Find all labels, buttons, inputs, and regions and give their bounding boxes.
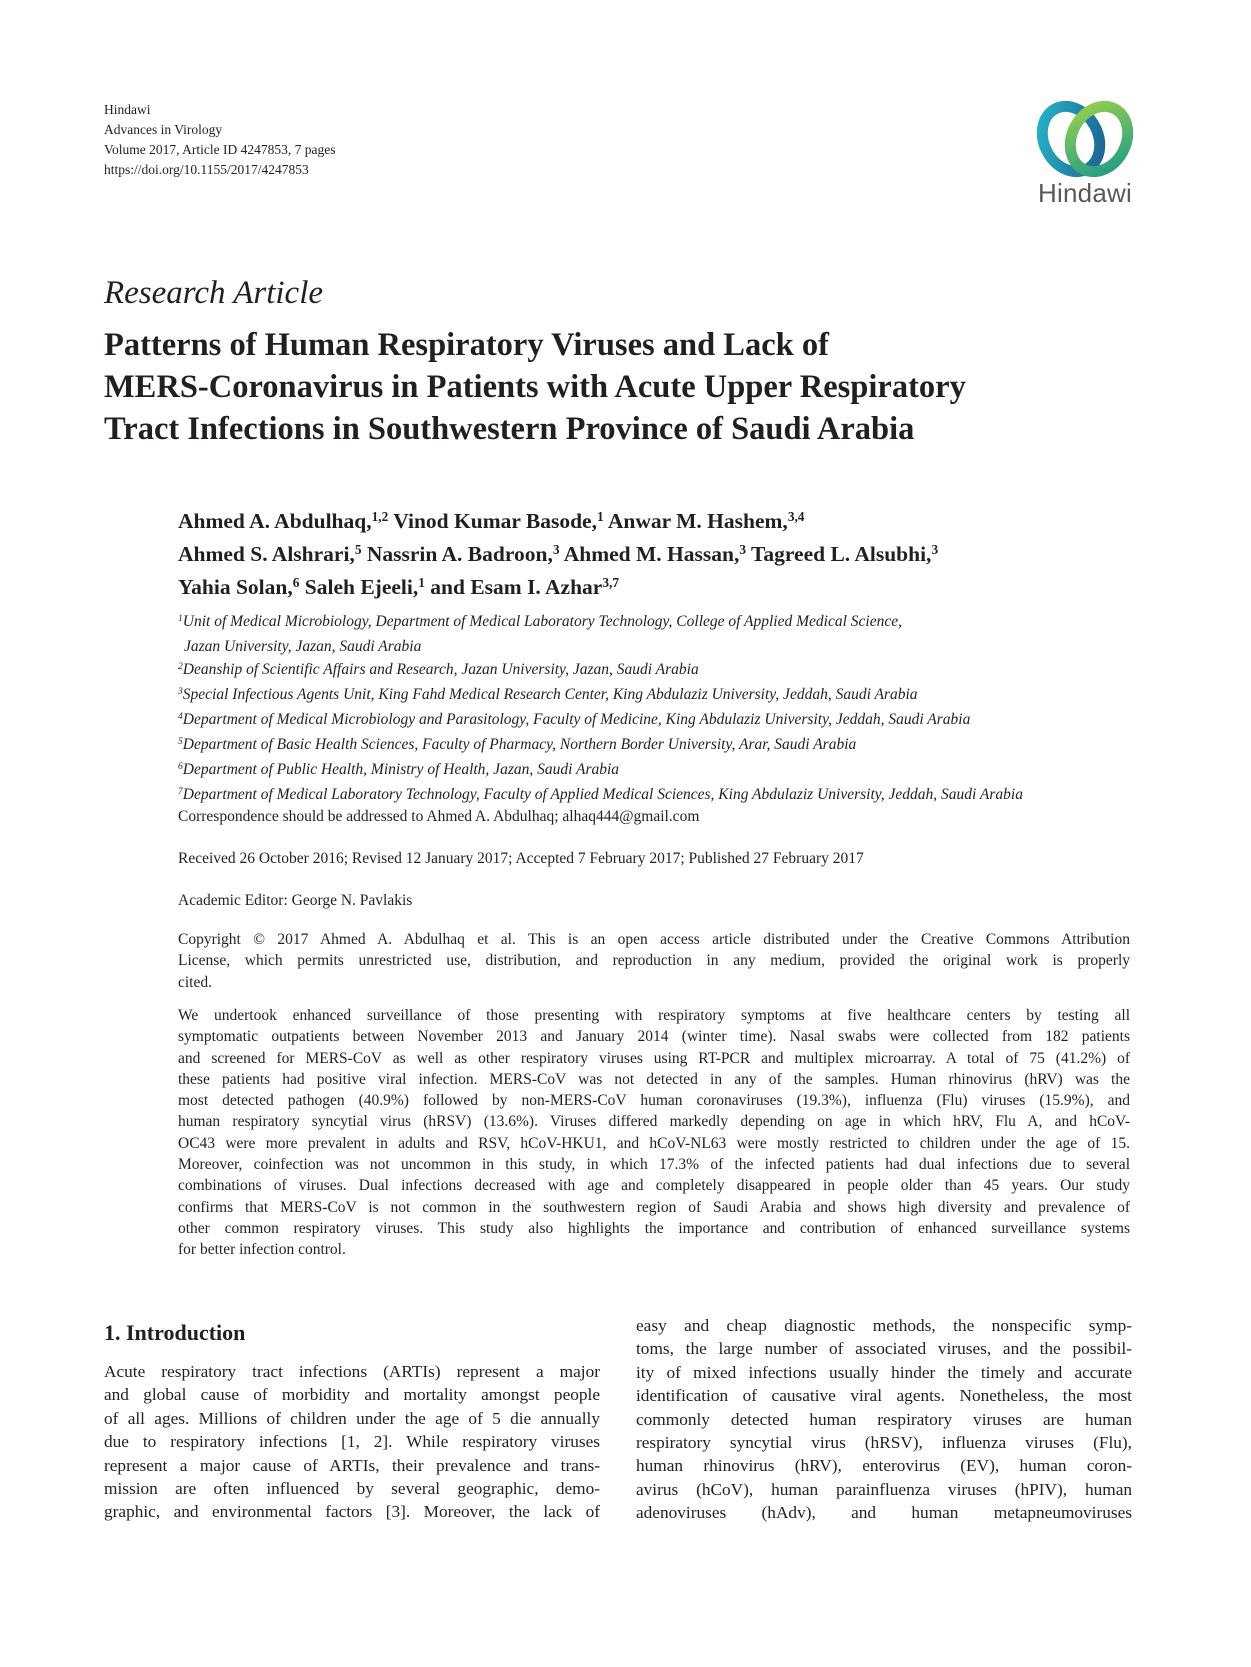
- author-affil-sup: 1: [418, 574, 425, 590]
- hindawi-logo-wordmark: Hindawi: [1038, 178, 1132, 208]
- author-list: [178, 506, 1158, 605]
- body-line: represent a major cause of ARTIs, their prevalence and trans-: [104, 1455, 600, 1475]
- affiliation-text: Deanship of Scientific Affairs and Research, Jazan University, Jazan, Saudi Arabia: [182, 661, 699, 678]
- author-name[interactable]: Anwar M. Hashem,: [607, 509, 788, 533]
- abstract-line: We undertook enhanced surveillance of those presenting with respiratory symptoms at five healthcare centers by testing all: [178, 1007, 1130, 1024]
- affiliation-text: Unit of Medical Microbiology, Department of Medical Laboratory Technology, College of Applied Medical Science,: [182, 613, 902, 630]
- affiliation-item: [178, 783, 1158, 808]
- body-line: mission are often influenced by several geographic, demo-: [104, 1478, 600, 1498]
- doi-link[interactable]: https://doi.org/10.1155/2017/4247853: [104, 162, 309, 177]
- copyright-line: Copyright © 2017 Ahmed A. Abdulhaq et al. This is an open access article distributed under the Creative Commons Attribution: [178, 931, 1130, 948]
- title-line: Patterns of Human Respiratory Viruses and Lack of: [104, 327, 829, 363]
- article-title: [104, 324, 1164, 450]
- publisher-name: Hindawi: [104, 102, 151, 117]
- body-line: avirus (hCoV), human parainfluenza viruses (hPIV), human: [636, 1479, 1132, 1499]
- affiliation-item: [178, 683, 1158, 708]
- journal-meta: [104, 100, 335, 180]
- body-line: due to respiratory infections [1, 2]. While respiratory viruses: [104, 1432, 600, 1452]
- article-type: Research Article: [104, 275, 324, 311]
- abstract-line: confirms that MERS-CoV is not common in the southwestern region of Saudi Arabia and shows high diversity and prevalence of: [178, 1198, 1130, 1216]
- title-line: MERS-Coronavirus in Patients with Acute Upper Respiratory: [104, 369, 966, 405]
- abstract-line: for better infection control.: [178, 1241, 346, 1259]
- affiliation-number: 3: [178, 685, 183, 697]
- affiliation-item: [178, 708, 1158, 733]
- abstract-line: other common respiratory viruses. This study also highlights the importance and contribution of enhanced surveillance systems: [178, 1219, 1130, 1237]
- abstract-line: symptomatic outpatients between November 2013 and January 2014 (winter time). Nasal swabs were collected from 182 patients: [178, 1028, 1130, 1046]
- body-line: respiratory syncytial virus (hRSV), influenza viruses (Flu),: [636, 1432, 1132, 1452]
- author-line: [178, 506, 1158, 539]
- affiliation-number: 1: [178, 612, 183, 624]
- body-line: human rhinovirus (hRV), enterovirus (EV), human coron-: [636, 1456, 1132, 1476]
- affiliation-item: [178, 610, 1158, 635]
- correspondence: Correspondence should be addressed to Ahmed A. Abdulhaq; alhaq444@gmail.com: [178, 808, 700, 825]
- affiliation-item: [178, 758, 1158, 783]
- author-affil-sup: 3: [931, 541, 939, 557]
- body-line: of all ages. Millions of children under the age of 5 die annually: [104, 1408, 600, 1428]
- author-name[interactable]: Saleh Ejeeli,: [304, 575, 419, 599]
- section-heading: 1. Introduction: [104, 1320, 246, 1345]
- body-line: graphic, and environmental factors [3]. Moreover, the lack of: [104, 1502, 600, 1522]
- body-line: easy and cheap diagnostic methods, the nonspecific symp-: [636, 1316, 1132, 1335]
- author-line: [178, 572, 1158, 605]
- author-affil-sup: 3: [552, 541, 560, 557]
- abstract-line: combinations of viruses. Dual infections decreased with age and completely disappeared in people older than 45 years. Our study: [178, 1177, 1130, 1195]
- author-line: [178, 539, 1158, 572]
- abstract-line: OC43 were more prevalent in adults and RSV, hCoV-HKU1, and hCoV-NL63 were mostly restricted to children under the age of 15.: [178, 1134, 1130, 1152]
- abstract-line: most detected pathogen (40.9%) followed by non-MERS-CoV human coronaviruses (19.3%), influenza (Flu) viruses (15.9%), and: [178, 1092, 1130, 1110]
- affiliation-text: Department of Medical Microbiology and Parasitology, Faculty of Medicine, King Abdulaziz University, Jeddah, Saudi Arabia: [182, 711, 971, 728]
- author-name[interactable]: Yahia Solan,: [178, 575, 293, 599]
- author-name[interactable]: Tagreed L. Alsubhi,: [751, 542, 932, 566]
- body-line: Acute respiratory tract infections (ARTIs) represent a major: [104, 1362, 600, 1381]
- abstract: [178, 1005, 1130, 1261]
- intro-column-left: [104, 1360, 600, 1524]
- author-affil-sup: 1: [596, 508, 604, 524]
- author-affil-sup: 3,7: [602, 574, 619, 590]
- author-name[interactable]: and Esam I. Azhar: [430, 575, 603, 599]
- affiliation-item: [178, 658, 1158, 683]
- affiliation-list: [178, 610, 1158, 808]
- affiliation-item: [178, 733, 1158, 758]
- author-affil-sup: 5: [354, 541, 362, 557]
- body-line: identification of causative viral agents. Nonetheless, the most: [636, 1386, 1132, 1406]
- publication-dates: Received 26 October 2016; Revised 12 January 2017; Accepted 7 February 2017; Published 27 February 2017: [178, 850, 864, 867]
- affiliation-number: 4: [178, 710, 183, 722]
- abstract-line: human respiratory syncytial virus (hRSV) (13.6%). Viruses differed markedly depending on age in which hRV, Flu A, and hCoV-: [178, 1113, 1130, 1131]
- abstract-line: these patients had positive viral infection. MERS-CoV was not detected in any of the samples. Human rhinovirus (hRV) was the: [178, 1070, 1130, 1088]
- author-affil-sup: 1,2: [371, 508, 389, 524]
- abstract-line: Moreover, coinfection was not uncommon in this study, in which 17.3% of the infected patients had dual infections due to several: [178, 1156, 1130, 1174]
- author-name[interactable]: Vinod Kumar Basode,: [393, 509, 597, 533]
- body-line: ity of mixed infections usually hinder the timely and accurate: [636, 1362, 1132, 1382]
- journal-name: Advances in Virology: [104, 122, 223, 137]
- copyright-line: License, which permits unrestricted use, distribution, and reproduction in any medium, provided the original work is properly: [178, 952, 1130, 970]
- abstract-line: and screened for MERS-CoV as well as other respiratory viruses using RT-PCR and multiplex microarray. A total of 75 (41.2%) of: [178, 1049, 1130, 1067]
- affiliation-number: 5: [178, 735, 183, 747]
- body-line: toms, the large number of associated viruses, and the possibil-: [636, 1339, 1132, 1359]
- author-affil-sup: 3,4: [787, 508, 805, 524]
- intro-column-right: [636, 1314, 1132, 1525]
- author-affil-sup: 6: [292, 574, 300, 590]
- author-affil-sup: 3: [739, 541, 746, 557]
- copyright-line: cited.: [178, 973, 212, 991]
- copyright-notice: [178, 929, 1130, 993]
- academic-editor: Academic Editor: George N. Pavlakis: [178, 892, 413, 909]
- affiliation-text: Department of Basic Health Sciences, Faculty of Pharmacy, Northern Border University, Arar, Saudi Arabia: [182, 736, 857, 753]
- title-line: Tract Infections in Southwestern Province of Saudi Arabia: [104, 411, 915, 447]
- body-line: adenoviruses (hAdv), and human metapneumoviruses: [636, 1503, 1132, 1523]
- body-line: commonly detected human respiratory viruses are human: [636, 1409, 1132, 1429]
- volume-info: Volume 2017, Article ID 4247853, 7 pages: [104, 142, 336, 157]
- affiliation-text: Special Infectious Agents Unit, King Fahd Medical Research Center, King Abdulaziz University, Jeddah, Saudi Arabia: [182, 686, 918, 703]
- author-name[interactable]: Ahmed M. Hassan,: [563, 542, 740, 566]
- affiliation-number: 2: [178, 660, 183, 672]
- affiliation-number: 7: [178, 785, 183, 797]
- author-name[interactable]: Ahmed A. Abdulhaq,: [178, 509, 372, 533]
- affiliation-text: Department of Public Health, Ministry of Health, Jazan, Saudi Arabia: [182, 761, 620, 778]
- body-line: and global cause of morbidity and mortality amongst people: [104, 1385, 600, 1405]
- author-name[interactable]: Nassrin A. Badroon,: [366, 542, 553, 566]
- affiliation-text: Department of Medical Laboratory Technology, Faculty of Applied Medical Sciences, King Abdulaziz University, Jeddah, Saudi Arabia: [182, 786, 1023, 803]
- author-name[interactable]: Ahmed S. Alshrari,: [178, 542, 355, 566]
- affiliation-continuation: Jazan University, Jazan, Saudi Arabia: [184, 638, 422, 655]
- affiliation-number: 6: [178, 760, 183, 772]
